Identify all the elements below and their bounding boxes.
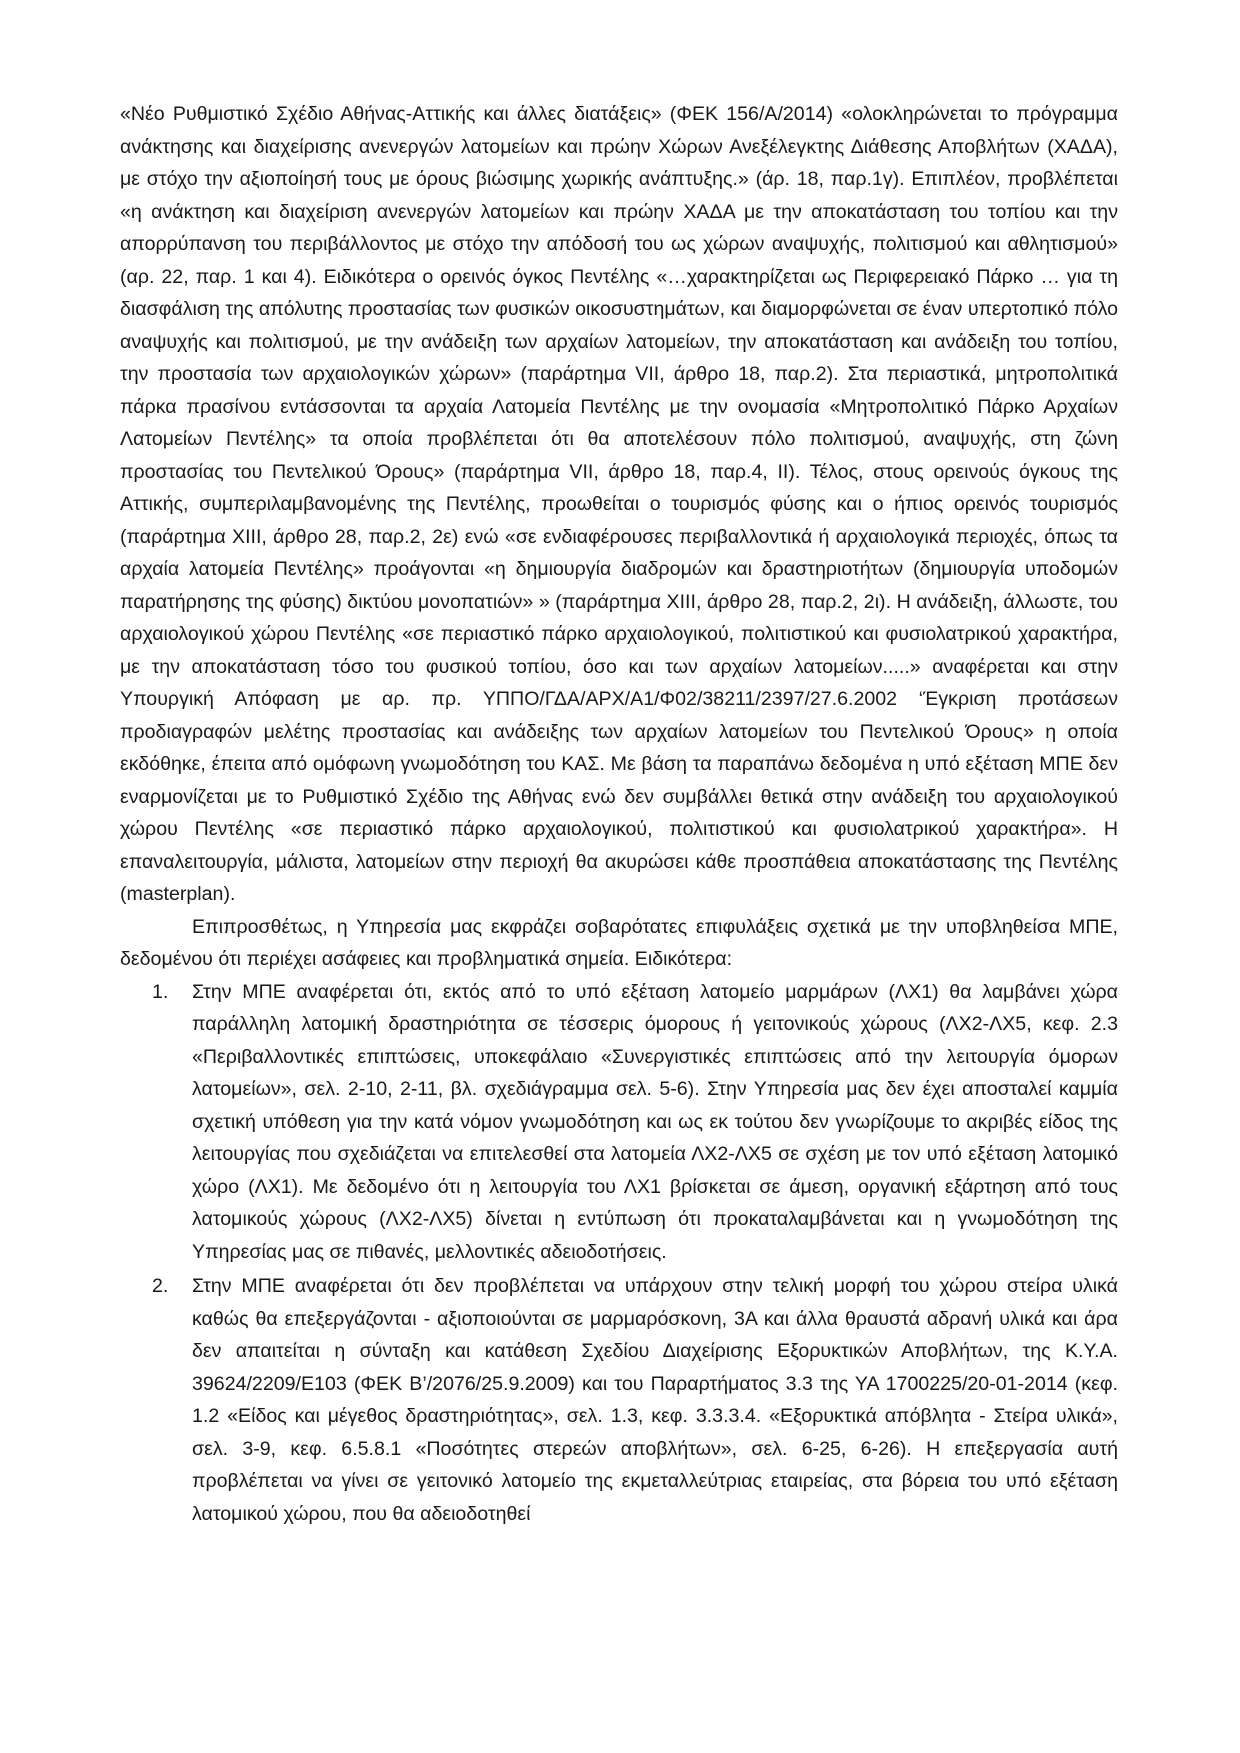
- list-item: [120, 1270, 1118, 1530]
- paragraph-reservations: Επιπροσθέτως, η Υπηρεσία μας εκφράζει σοβαρότατες επιφυλάξεις σχετικά με την υποβληθείσα ΜΠΕ, δεδομένου ότι περιέχει ασάφειες και προβληματικά σημεία. Ειδικότερα:: [120, 915, 1118, 970]
- document-body: [120, 98, 1118, 1530]
- list-item-text: Στην ΜΠΕ αναφέρεται ότι, εκτός από το υπό εξέταση λατομείο μαρμάρων (ΛΧ1) θα λαμβάνει χώρα παράλληλη λατομική δραστηριότητα σε τέσσερις όμορους ή γειτονικούς χώρους (ΛΧ2-ΛΧ5, κεφ. 2.3 «Περιβαλλοντικές επιπτώσεις, υποκεφάλαιο «Συνεργιστικές επιπτώσεις από την λειτουργία όμορων λατομείων», σελ. 2-10, 2-11, βλ. σχεδιάγραμμα σελ. 5-6). Στην Υπηρεσία μας δεν έχει αποσταλεί καμμία σχετική υπόθεση για την κατά νόμον γνωμοδότηση και ως εκ τούτου δεν γνωρίζουμε το ακριβές είδος της λειτουργίας που σχεδιάζεται να επιτελεσθεί στα λατομεία ΛΧ2-ΛΧ5 σε σχέση με τον υπό εξέταση λατομικό χώρο (ΛΧ1). Με δεδομένο ότι η λειτουργία του ΛΧ1 βρίσκεται σε άμεση, οργανική εξάρτηση από τους λατομικούς χώρους (ΛΧ2-ΛΧ5) δίνεται η εντύπωση ότι προκαταλαμβάνεται και η γνωμοδότηση της Υπηρεσίας μας σε πιθανές, μελλοντικές αδειοδοτήσεις.: [192, 980, 1118, 1263]
- list-item-number: 1.: [152, 980, 169, 1003]
- numbered-list: [120, 976, 1118, 1531]
- paragraph-regulatory-plan: «Νέο Ρυθμιστικό Σχέδιο Αθήνας-Αττικής και άλλες διατάξεις» (ΦΕΚ 156/Α/2014) «ολοκληρώνεται το πρόγραμμα ανάκτησης και διαχείρισης ανενεργών λατομείων και πρώην Χώρων Ανεξέλεγκτης Διάθεσης Αποβλήτων (ΧΑΔΑ), με στόχο την αξιοποίησή τους με όρους βιώσιμης χωρικής ανάπτυξης.» (άρ. 18, παρ.1γ). Επιπλέον, προβλέπεται «η ανάκτηση και διαχείριση ανενεργών λατομείων και πρώην ΧΑΔΑ με την αποκατάσταση του τοπίου και την απορρύπανση του περιβάλλοντος με στόχο την απόδοσή του ως χώρων αναψυχής, πολιτισμού και αθλητισμού» (αρ. 22, παρ. 1 και 4). Ειδικότερα ο ορεινός όγκος Πεντέλης «…χαρακτηρίζεται ως Περιφερειακό Πάρκο … για τη διασφάλιση της απόλυτης προστασίας των φυσικών οικοσυστημάτων, και διαμορφώνεται σε έναν υπερτοπικό πόλο αναψυχής και πολιτισμού, με την ανάδειξη των αρχαίων λατομείων, την αποκατάσταση και ανάδειξη του τοπίου, την προστασία των αρχαιολογικών χώρων» (παράρτημα VII, άρθρο 18, παρ.2). Στα περιαστικά, μητροπολιτικά πάρκα πρασίνου εντάσσονται τα αρχαία Λατομεία Πεντέλης με την ονομασία «Μητροπολιτικό Πάρκο Αρχαίων Λατομείων Πεντέλης» τα οποία προβλέπεται ότι θα αποτελέσουν πόλο πολιτισμού, αναψυχής, στη ζώνη προστασίας του Πεντελικού Όρους» (παράρτημα VII, άρθρο 18, παρ.4, ΙΙ). Τέλος, στους ορεινούς όγκους της Αττικής, συμπεριλαμβανομένης της Πεντέλης, προωθείται ο τουρισμός φύσης και ο ήπιος ορεινός τουρισμός (παράρτημα XIII, άρθρο 28, παρ.2, 2ε) ενώ «σε ενδιαφέρουσες περιβαλλοντικά ή αρχαιολογικά περιοχές, όπως τα αρχαία λατομεία Πεντέλης» προάγονται «η δημιουργία διαδρομών και δραστηριοτήτων (δημιουργία υποδομών παρατήρησης της φύσης) δικτύου μονοπατιών» » (παράρτημα XIII, άρθρο 28, παρ.2, 2ι). Η ανάδειξη, άλλωστε, του αρχαιολογικού χώρου Πεντέλης «σε περιαστικό πάρκο αρχαιολογικού, πολιτιστικού και φυσιολατρικού χαρακτήρα, με την αποκατάσταση τόσο του φυσικού τοπίου, όσο και των αρχαίων λατομείων.....» αναφέρεται και στην Υπουργική Απόφαση με αρ. πρ. ΥΠΠΟ/ΓΔΑ/ΑΡΧ/Α1/Φ02/38211/2397/27.6.2002 ‘Έγκριση προτάσεων προδιαγραφών μελέτης προστασίας και ανάδειξης των αρχαίων λατομείων του Πεντελικού Όρους» η οποία εκδόθηκε, έπειτα από ομόφωνη γνωμοδότηση του ΚΑΣ. Με βάση τα παραπάνω δεδομένα η υπό εξέταση ΜΠΕ δεν εναρμονίζεται με το Ρυθμιστικό Σχέδιο της Αθήνας ενώ δεν συμβάλλει θετικά στην ανάδειξη του αρχαιολογικού χώρου Πεντέλης «σε περιαστικό πάρκο αρχαιολογικού, πολιτιστικού και φυσιολατρικού χαρακτήρα». Η επαναλειτουργία, μάλιστα, λατομείων στην περιοχή θα ακυρώσει κάθε προσπάθεια αποκατάστασης της Πεντέλης (masterplan).: [120, 103, 1118, 905]
- list-item: [120, 976, 1118, 1269]
- list-item-number: 2.: [152, 1275, 169, 1297]
- list-item-text: Στην ΜΠΕ αναφέρεται ότι δεν προβλέπεται να υπάρχουν στην τελική μορφή του χώρου στείρα υλικά καθώς θα επεξεργάζονται - αξιοποιούνται σε μαρμαρόσκονη, 3Α και άλλα θραυστά αδρανή υλικά και άρα δεν απαιτείται η σύνταξη και κατάθεση Σχεδίου Διαχείρισης Εξορυκτικών Αποβλήτων, της Κ.Υ.Α. 39624/2209/Ε103 (ΦΕΚ Β’/2076/25.9.2009) και του Παραρτήματος 3.3 της ΥΑ 1700225/20-01-2014 (κεφ. 1.2 «Είδος και μέγεθος δραστηριότητας», σελ. 1.3, κεφ. 3.3.3.4. «Εξορυκτικά απόβλητα - Στείρα υλικά», σελ. 3-9, κεφ. 6.5.8.1 «Ποσότητες στερεών αποβλήτων», σελ. 6-25, 6-26). Η επεξεργασία αυτή προβλέπεται να γίνει σε γειτονικό λατομείο της εκμεταλλεύτριας εταιρείας, στα βόρεια του υπό εξέταση λατομικού χώρου, που θα αδειοδοτηθεί: [192, 1275, 1118, 1525]
